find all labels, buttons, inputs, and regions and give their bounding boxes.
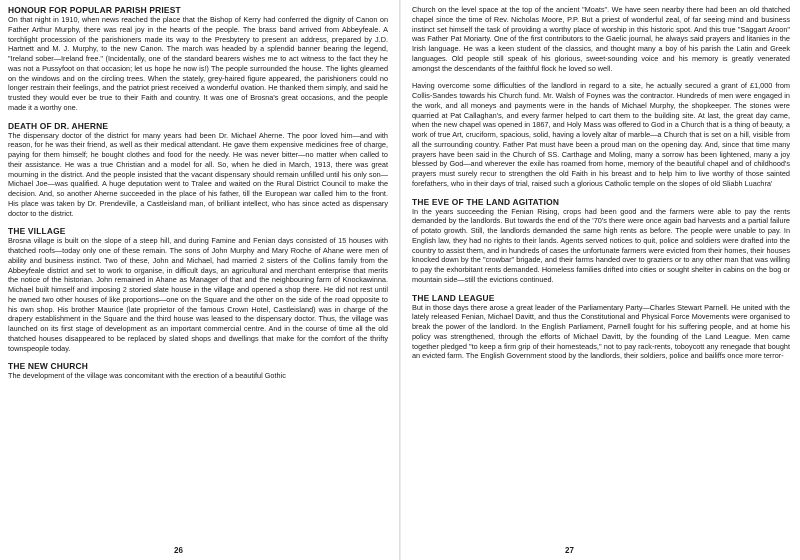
section-heading: THE NEW CHURCH bbox=[8, 361, 89, 372]
section-death-dr-aherne bbox=[8, 121, 388, 219]
section-body: Brosna village is built on the slope of a steep hill, and during Famine and Fenian days consisted of 15 houses with thatched roofs—today only one of these remain. The sons of John Murphy and Mary Roche of Ahane were men of ability and business instinct. Two of these, John and Michael, had married 2 sisters of the Collins family from the Abbeyfeale district and set to work to organise, in difficult days, an agricultural and merchant enterprise that merits the notice of the historian. John remained in Ahane as Manager of that and the neighbouring farm of Knockawinna. Michael built himself and imposing 2 storied slate house in the village and opened a shop there. He did not rest until he owned two other houses of like proportions—one on the Square and the other on the side of the road opposite to his own shop. His brother Maurice (late proprietor of the famous Crown Hotel, Castleisland) was in charge of the drapery establishment in the Square and the third house was leased to the dispensary doctor. Thus, the village was launched on its first stage of development as an important commercial centre. And in the course of time all the old thatched houses disappeared to be replaced by slated shops and dwellings that make for the comfort of the thrifty townspeople today. bbox=[8, 236, 388, 353]
section-heading: HONOUR FOR POPULAR PARISH PRIEST bbox=[8, 5, 181, 15]
section-land-league bbox=[412, 293, 790, 362]
section-body: Having overcome some difficulties of the landlord in regard to a site, he actually secured a grant of £1,000 from Collis-Sandes towards his Church fund. Mr. Walsh of Foynes was the contractor. Hundreds of men were engaged in the work, and all moneys and payments were in the hands of Michael Murphy, the shopkeeper. The stones were quarried at Pat Callaghan's, and every farmer helped to cart them to the building site. At last, the great day came, when the new chapel was opened in 1867, and Holy Mass was offered to God in a Church that is a thing of beauty, a work of true Art, cruciform, spacious, solid, having a lovely altar of marble—a Church that is set on a hill, visible from all the surrounding country. Father Pat must have been a proud man on the opening day. And, since that time many prayers have been said in the Church of SS. Carthage and Moling, many a sorrow has been lightened, many a joy blessed by God—and wherever the exile has roamed from home, memory of the beautiful chapel and of childhood's prayers must surely recur to strengthen the old Faith in his breast and to help him to live worthy of those sainted forefathers, who in their days of trial, raised such a glorious Catholic temple on the slopes of old Sliabh Luachra' bbox=[412, 81, 790, 188]
section-body: On that night in 1910, when news reached the place that the Bishop of Kerry had conferred the dignity of Canon on Father Arthur Murphy, there was real joy in the hearts of the people. The brass band arrived from Abbeyfeale. A torchlight procession of the parishioners made its way to the Presbytery to present an address, prepared by J.D. Hartnett and M. J. Murphy, to the new Canon. The march was headed by a splendid banner bearing the legend, "Ireland sober—Ireland free." (Incidentally, one of the standard bearers wishes me to act witness to the fact they he was not a Pussyfoot on that occasion; let us hope he now is!) The people surrounded the house. The lights gleamed on the windows and on the circling trees. When the stately, grey-haired figure appeared, the parishioners could no longer restrain their feelings, and the patriot priest received a wonderful ovation. He thanked them simply, and said he trusted they would ever be true to their Faith and country. It was one of Brosna's great occasions, and the people made it a worthy one. bbox=[8, 15, 388, 112]
page-number: 27 bbox=[565, 546, 574, 556]
section-heading: THE EVE OF THE LAND AGITATION bbox=[412, 196, 560, 207]
section-honour bbox=[8, 5, 388, 113]
section-body: But in those days there arose a great leader of the Parliamentary Party—Charles Stewart Parnell. He united with the lately released Fenian, Michael Davitt, and thus the Constitutional and Physical Force Movements were organised to break the power of the landlord. In the English Parliament, Parnell fought for his suffering people, and at home his policy was strengthened, through the efforts of Michael Davitt, by the founding of the Land League. Men came together pledged "to keep a firm grip of their homesteads," not to pay rack-rents, toboycott any renegade that bought an evicted farm. The English Government stood by the landlords, their soldiers, police and bailiffs once more terror- bbox=[412, 302, 790, 361]
section-body: Church on the level space at the top of the ancient "Moats". We have seen nearby there had been an old thatched chapel since the time of Rev. Nicholas Moore, P.P. But a priest of wonderful zeal, of far seeing mind and business instinct set himself the task of providing a worthy place of worship in this historic spot. And this true "Saggart Aroon" was Father Pat Moriarty. One of the first contributors to the Gaelic journal, he always said prayers and litanies in the Irish language. He was a keen student of the classics, and thought many a boy of his parish the Latin and Greek languages. Old people still speak of his glorious, sweet-sounding voice and his memory is greatly venerated amongst the descendants of the faithful flock he loved so well. bbox=[412, 5, 790, 73]
section-body: The development of the village was concomitant with the erection of a beautiful Gothic bbox=[8, 371, 286, 381]
section-new-church bbox=[8, 361, 388, 381]
section-body: In the years succeeding the Fenian Rising, crops had been good and the farmers were able to pay the rents demanded by the landlords. But towards the end of the '70's there were once again bad harvests and a partial failure of potato growth. Still, the landlords demanded the same high rents as before. The people were unable to pay. In English law, they had no rights to their lands. Agents served notices to quit, police and soldiers were drafted into the country to assist them, and in hundreds of cases the unfortunate farmers were evicted from their homes, their houses knocked down by the "crowbar" brigade, and their farms handed over to graziers or to any other man that was willing to pay the exhorbitant rents demanded. Homeless families drifted into cities or sought shelter in cabins on the bog or mountain side—still the evictions continued. bbox=[412, 206, 791, 284]
section-heading: THE VILLAGE bbox=[8, 226, 66, 237]
section-the-village bbox=[8, 226, 388, 353]
section-church-continued bbox=[412, 5, 790, 73]
section-heading: THE LAND LEAGUE bbox=[412, 292, 495, 303]
section-heading: DEATH OF DR. AHERNE bbox=[8, 120, 109, 131]
section-church-building bbox=[412, 81, 790, 188]
right-page bbox=[400, 0, 800, 560]
page-number: 26 bbox=[174, 546, 183, 556]
section-land-agitation bbox=[412, 197, 790, 285]
section-body: The dispensary doctor of the district for many years had been Dr. Michael Aherne. The poor loved him—and with reason, for he was their friend, as well as their medical attendant. He gave them expensive medicines free of charge, paying for them himself; he bought clothes and food for the needy. He was never bitter—no matter when called to their assistance. He was a true Christian and a model for all. So, when he died in March, 1913, there was great mourning in the district. And the people insisted that the vacant dispensary should remain unfilled until his only son—Michael Joe—was qualified. A huge deputation went to Tralee and waited on the Rural District Council to make the decision. And, so another Aherne succeeded in the place of his father, till the European war called him to the front. His place was taken by Dr. Prendeville, a Castleisland man, of brilliant intellect, who has since acted as dispensary doctor to the district. bbox=[8, 130, 388, 218]
